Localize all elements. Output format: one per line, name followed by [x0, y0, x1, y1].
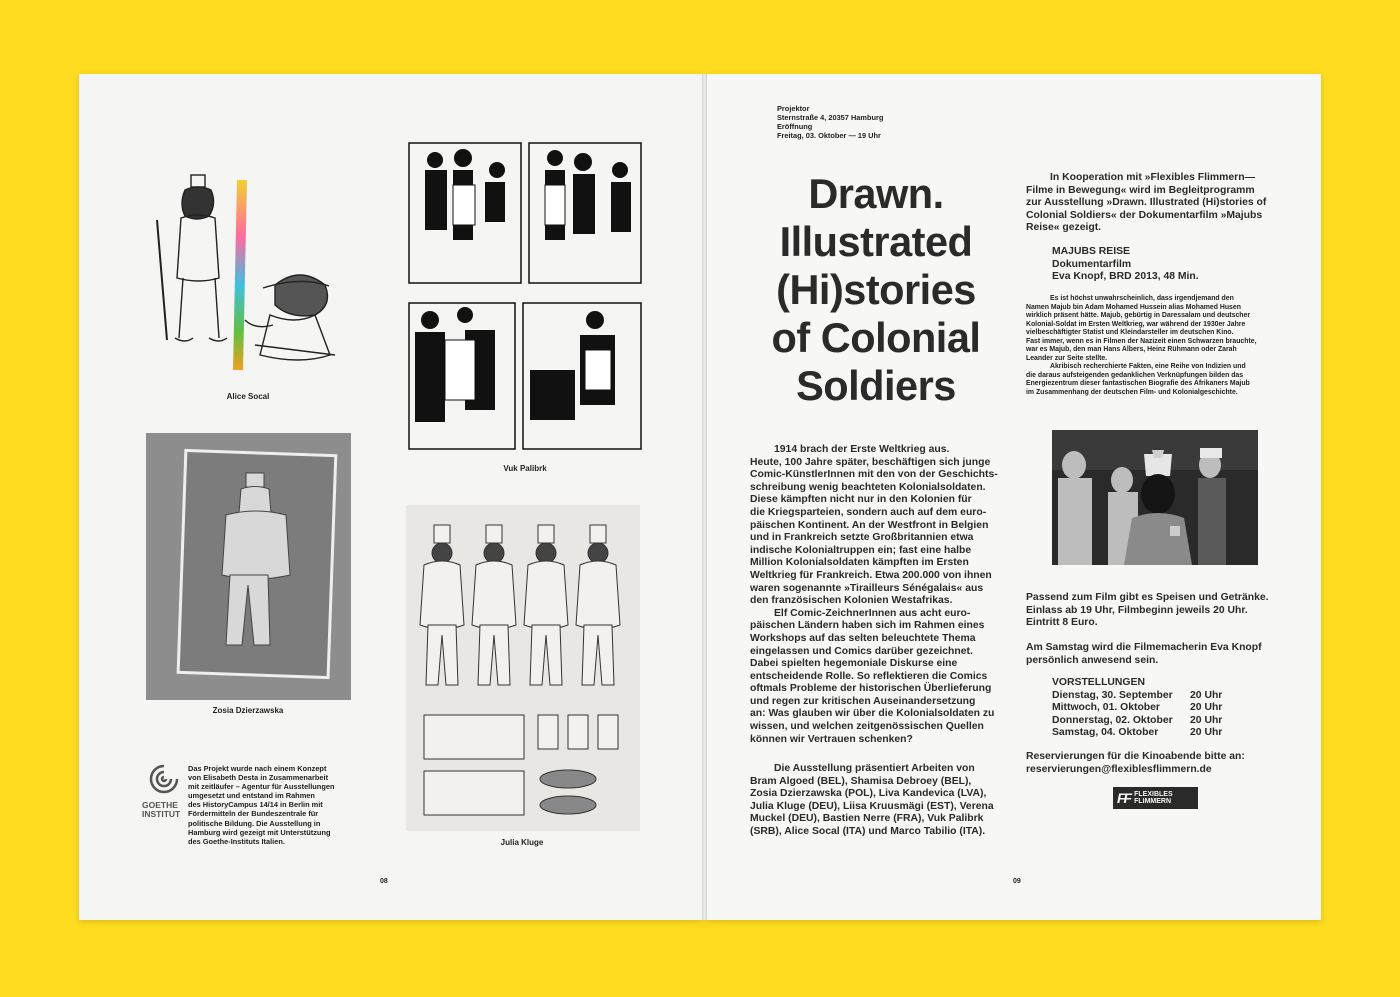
headline [748, 170, 1004, 410]
food-line: Passend zum Film gibt es Speisen und Getränke. [1026, 592, 1269, 603]
coop-line: Reise« gezeigt. [1026, 222, 1102, 234]
venue-info [777, 104, 977, 140]
food-line: Einlass ab 19 Uhr, Filmbeginn jeweils 20 Uhr. [1026, 604, 1248, 616]
logo-line: FLEXIBLES [1134, 791, 1173, 798]
goethe-spiral-icon [142, 762, 186, 796]
headline-line: (Hi)stories [776, 266, 976, 313]
opening-date: Freitag, 03. Oktober — 19 Uhr [777, 131, 881, 141]
reservation-email: reservierungen@flexiblesflimmern.de [1026, 763, 1212, 775]
credit-line: politische Bildung. Die Ausstellung in [188, 818, 321, 828]
body-line: können wir Vertrauen schenken? [750, 733, 913, 745]
logo-line-1: GOETHE [142, 800, 178, 810]
desc-line: Energiezentrum dieser fantastischen Biografie des Afrikaners Majub [1026, 380, 1250, 387]
body-line: Weltkrieg für Frankreich. Etwa 200.000 von ihnen [750, 569, 992, 581]
caption-vuk-palibrk: Vuk Palibrk [503, 464, 547, 473]
food-info [1026, 592, 1276, 630]
body-line: waren sogenannte »Tirailleurs Sénégalais« aus [750, 582, 984, 594]
body-line: 1914 brach der Erste Weltkrieg aus. [774, 444, 950, 455]
film-genre: Dokumentarfilm [1052, 258, 1132, 270]
credit-line: des Goethe-Instituts Italien. [188, 836, 285, 846]
headline-line: of Colonial [771, 314, 981, 361]
ff-mark-icon: FF [1117, 790, 1131, 806]
page-number-left: 08 [380, 878, 388, 885]
body-line: die Kriegsparteien, sondern auch auf dem euro- [750, 506, 987, 518]
caption-zosia-dzierzawska: Zosia Dzierzawska [212, 706, 284, 715]
screening-day: Mittwoch, 01. Oktober [1052, 702, 1160, 714]
director-line: Am Samstag wird die Filmemacherin Eva Knopf [1026, 642, 1262, 653]
screenings-title: VORSTELLUNGEN [1052, 677, 1145, 688]
credit-line: des HistoryCampus 14/14 in Berlin mit [188, 800, 323, 810]
screening-time: 20 Uhr [1190, 689, 1223, 701]
desc-line: Namen Majub bin Adam Mohamed Hussein alias Mohamed Husen [1026, 303, 1241, 311]
caption-julia-kluge: Julia Kluge [500, 838, 544, 847]
reservation-line: Reservierungen für die Kinoabende bitte an: [1026, 751, 1245, 762]
illustration-alice-socal [145, 170, 350, 375]
desc-line: wirklich präsent hätte. Majub, gebürtig in Daressalam und deutscher [1026, 312, 1250, 319]
body-line: Comic-KünstlerInnen mit den von der Geschichts- [750, 469, 998, 481]
body-line: Elf Comic-ZeichnerInnen aus acht euro- [774, 607, 971, 619]
body-line: Zosia Dzierzawska (POL), Liva Kandevica (LVA), [750, 788, 987, 800]
reservation-info [1026, 751, 1286, 776]
film-still-photo [1052, 430, 1258, 565]
body-line: (SRB), Alice Socal (ITA) und Marco Tabilio (ITA). [750, 825, 986, 837]
screening-time: 20 Uhr [1190, 727, 1223, 739]
desc-line: Fast immer, wenn es in Filmen der Nazizeit einen Schwarzen brauchte, [1026, 337, 1257, 345]
venue-name: Projektor [777, 104, 810, 113]
body-line: wissen, und welchen zeitgenössischen Quellen [750, 721, 984, 733]
body-line: Dabei spielten hegemoniale Diskurse eine [750, 658, 958, 670]
desc-line: Kolonial-Soldat im Ersten Weltkrieg, war während der 1930er Jahre [1026, 320, 1246, 328]
film-description [1026, 295, 1274, 397]
desc-line: war es Majub, den man Hans Albers, Heinz Rühmann oder Zarah [1026, 346, 1237, 353]
director-note [1026, 642, 1276, 667]
cooperation-text [1026, 172, 1276, 235]
body-line: päischen Ländern haben sich im Rahmen eines [750, 620, 985, 632]
body-line: Julia Kluge (DEU), Liisa Kruusmägi (EST), Verena [750, 800, 994, 812]
credit-line: Hamburg wird gezeigt mit Unterstützung [188, 827, 331, 837]
logo-line-2: INSTITUT [142, 809, 181, 819]
coop-line: In Kooperation mit »Flexibles Flimmern— [1050, 172, 1255, 183]
credit-line: von Elisabeth Desta in Zusammenarbeit [188, 773, 329, 783]
page-number-right: 09 [1013, 878, 1021, 885]
screening-row [1052, 690, 1272, 703]
body-paragraph-1 [750, 444, 1010, 608]
illustration-julia-kluge [406, 505, 640, 831]
flexibles-flimmern-logo [1113, 787, 1198, 809]
caption-alice-socal: Alice Socal [226, 392, 270, 401]
screening-row [1052, 727, 1272, 740]
body-line: oftmals Probleme der historischen Überlieferung [750, 683, 992, 695]
body-line: Heute, 100 Jahre später, beschäftigen sich junge [750, 456, 991, 468]
screening-day: Samstag, 04. Oktober [1052, 727, 1159, 739]
body-line: päischen Kontinent. An der Westfront in Belgien [750, 519, 989, 531]
body-line: schreibung wenig beachteten Kolonialsoldaten. [750, 481, 986, 493]
screening-day: Donnerstag, 02. Oktober [1052, 714, 1173, 726]
intro-text [750, 444, 1010, 746]
goethe-institut-logo [142, 762, 186, 824]
opening-label: Eröffnung [777, 122, 813, 132]
illustration-zosia-dzierzawska [146, 433, 351, 700]
body-line: Die Ausstellung präsentiert Arbeiten von [774, 763, 975, 774]
venue-address: Sternstraße 4, 20357 Hamburg [777, 113, 884, 123]
illustration-vuk-palibrk [405, 140, 645, 450]
screening-time: 20 Uhr [1190, 702, 1223, 714]
headline-line: Illustrated [779, 218, 973, 265]
desc-line: im Zusammenhang der deutschen Film- und Kolonialgeschichte. [1026, 388, 1238, 396]
film-title: MAJUBS REISE [1052, 246, 1130, 257]
film-credit: Eva Knopf, BRD 2013, 48 Min. [1052, 271, 1199, 283]
body-line: den französischen Kolonien Westafrikas. [750, 595, 953, 607]
headline-line: Drawn. [808, 170, 944, 217]
desc-line: Leander zur Seite stellte. [1026, 354, 1108, 362]
desc-line: die daraus aufsteigenden gedanklichen Verknüpfungen bilden das [1026, 371, 1244, 379]
body-line: Workshops auf das selten beleuchtete Thema [750, 632, 976, 644]
magazine-spine [702, 74, 707, 920]
credit-line: mit zeitläufer – Agentur für Ausstellungen [188, 782, 335, 792]
body-line: Bram Algoed (BEL), Shamisa Debroey (BEL), [750, 775, 972, 787]
coop-line: Filme in Bewegung« wird im Begleitprogramm [1026, 184, 1255, 196]
screening-row [1052, 715, 1272, 728]
screenings [1052, 677, 1272, 740]
body-line: entscheidende Rolle. So reflektieren die Comics [750, 670, 988, 682]
body-line: an: Was glauben wir über die Kolonialsoldaten zu [750, 708, 995, 720]
body-line: Million Kolonialsoldaten kämpften im Ersten [750, 557, 969, 569]
coop-line: Colonial Soldiers« der Dokumentarfilm »Majubs [1026, 209, 1263, 221]
artists-paragraph [750, 763, 1012, 839]
body-line: eingelassen und Comics darüber gezeichnet. [750, 645, 973, 657]
director-line: persönlich anwesend sein. [1026, 654, 1159, 666]
coop-line: zur Ausstellung »Drawn. Illustrated (Hi)stories of [1026, 197, 1267, 209]
desc-line: Akribisch recherchierte Fakten, eine Reihe von Indizien und [1050, 363, 1246, 370]
body-paragraph-2 [750, 608, 1010, 747]
screening-day: Dienstag, 30. September [1052, 689, 1173, 701]
headline-line: Soldiers [796, 362, 956, 409]
desc-line: Es ist höchst unwahrscheinlich, dass irgendjemand den [1050, 295, 1234, 302]
project-credit [188, 764, 368, 846]
body-line: und in Frankreich setzte Großbritannien etwa [750, 532, 974, 544]
film-info [1052, 246, 1272, 284]
desc-line: vielbeschäftigter Statist und Kleindarsteller im deutschen Kino. [1026, 329, 1234, 336]
screening-time: 20 Uhr [1190, 714, 1223, 726]
body-line: Diese kämpften nicht nur in den Kolonien für [750, 494, 972, 506]
body-line: indische Kolonialtruppen ein; fast eine halbe [750, 544, 972, 556]
food-line: Eintritt 8 Euro. [1026, 617, 1098, 629]
body-line: und regen zur kritischen Auseinandersetzung [750, 695, 976, 707]
credit-line: Das Projekt wurde nach einem Konzept [188, 764, 327, 773]
credit-line: Fördermitteln der Bundeszentrale für [188, 809, 319, 819]
credit-line: umgesetzt und entstand im Rahmen [188, 791, 315, 801]
body-line: Muckel (DEU), Bastien Nerre (FRA), Vuk Palibrk [750, 813, 984, 825]
logo-line: FLIMMERN [1134, 798, 1172, 805]
screening-row [1052, 702, 1272, 715]
